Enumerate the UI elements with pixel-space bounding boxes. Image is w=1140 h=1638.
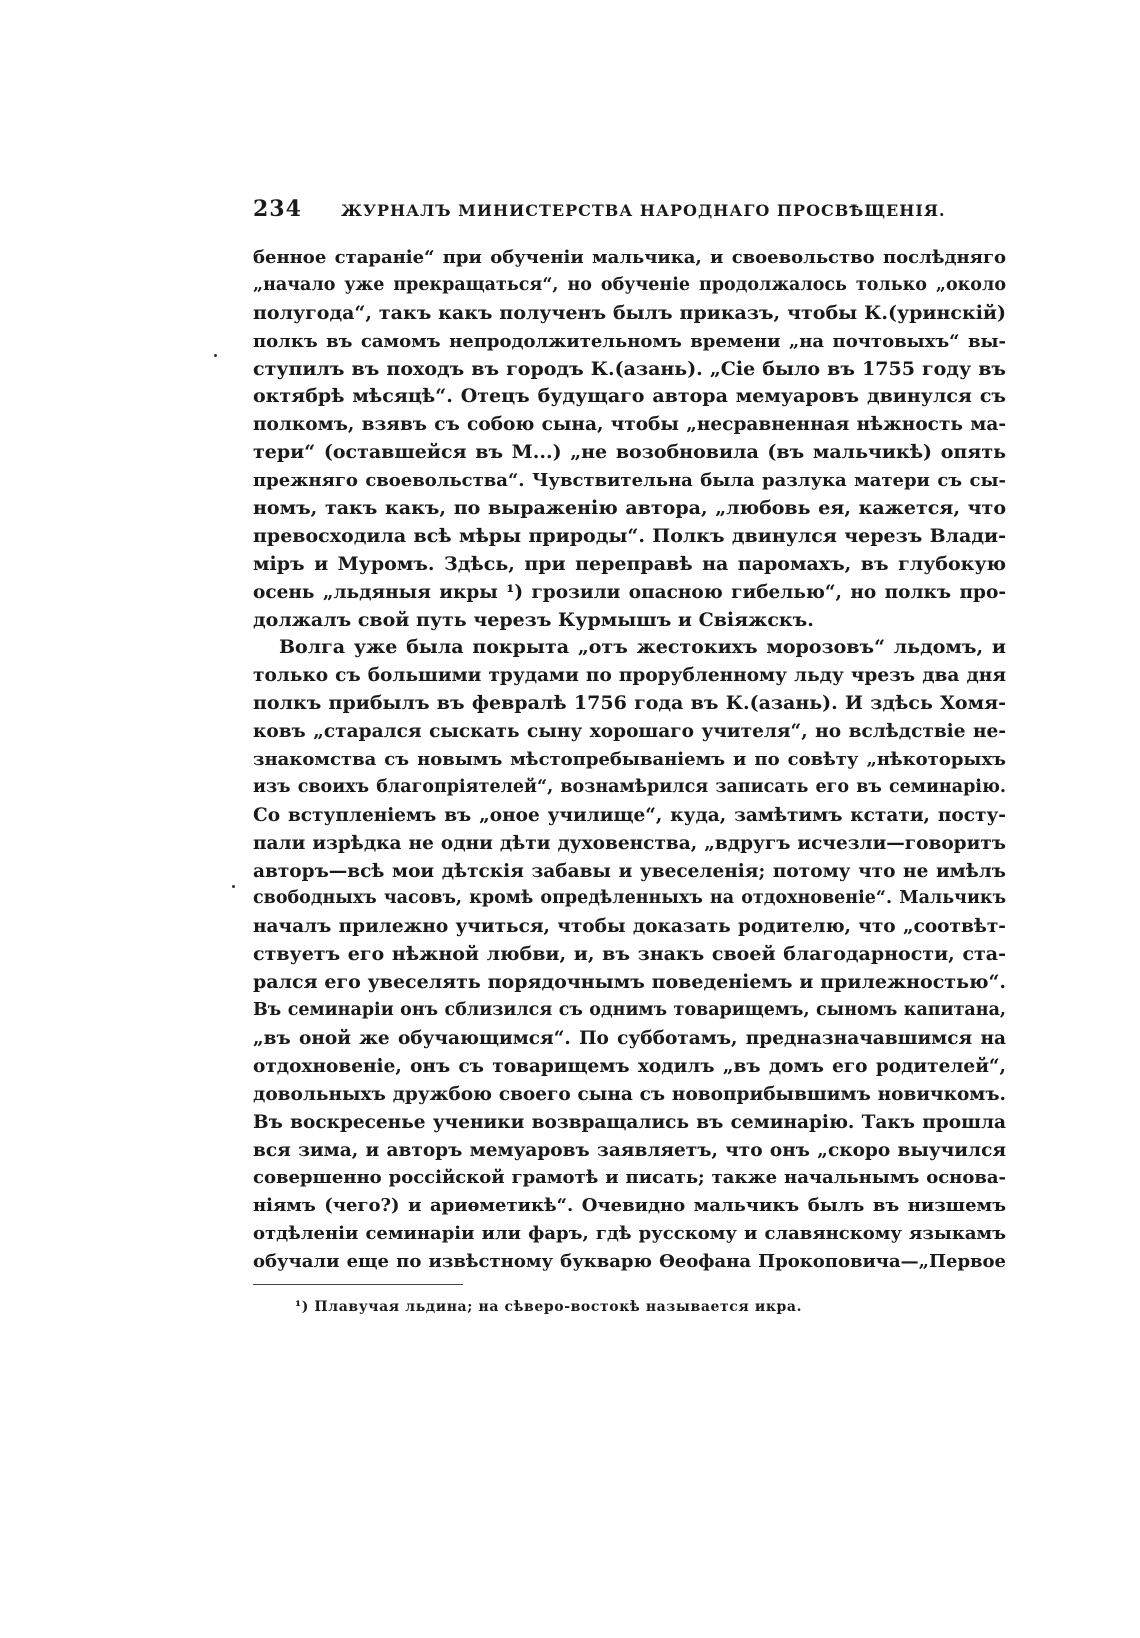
text-line: ступилъ въ походъ въ городъ К.(азань). „Сіе было въ 1755 году въ <box>253 357 1006 380</box>
text-line: превосходила всѣ мѣры природы“. Полкъ двинулся черезъ Влади- <box>253 524 1006 547</box>
margin-mark <box>232 885 235 888</box>
text-line: полугода“, такъ какъ полученъ былъ приказъ, чтобы К.(уринскій) <box>253 301 1006 324</box>
text-line: должалъ свой путь черезъ Курмышъ и Свіяжскъ. <box>253 608 814 631</box>
text-line: ковъ „старался сыскать сыну хорошаго учителя“, но вслѣдствіе не- <box>253 721 1006 743</box>
text-line: свободныхъ часовъ, кромѣ опредѣленныхъ на отдохновеніе“. Мальчикъ <box>253 888 1006 909</box>
text-line: номъ, такъ какъ, по выраженію автора, „любовь ея, кажется, что <box>253 497 1006 520</box>
text-line: бенное стараніе“ при обученіи мальчика, и своевольство послѣдняго <box>253 247 1006 268</box>
paragraph-first-line: Волга уже была покрыта „отъ жестокихъ морозовъ“ льдомъ, и <box>279 636 1006 659</box>
text-line: осень „льдяныя икры ¹) грозили опасною гибелью“, но полкъ про- <box>253 581 1006 603</box>
text-line: отдохновеніе, онъ съ товарищемъ ходилъ „въ домъ его родителей“, <box>253 1055 1006 1077</box>
text-line: совершенно россійской грамотѣ и писать; также начальнымъ основа- <box>253 1167 1006 1189</box>
margin-mark <box>214 354 217 357</box>
text-line: довольныхъ дружбою своего сына съ новоприбывшимъ новичкомъ. <box>253 1083 1006 1105</box>
text-line: міръ и Муромъ. Здѣсь, при переправѣ на паромахъ, въ глубокую <box>253 552 1006 575</box>
text-line: Со вступленіемъ въ „оное училище“, куда, замѣтимъ кстати, посту- <box>253 804 1006 826</box>
body-text <box>253 244 1006 1276</box>
text-line: знакомства съ новымъ мѣстопребываніемъ и по совѣту „нѣкоторыхъ <box>253 749 1006 771</box>
footnote: ¹) Плавучая льдина; на сѣверо-востокѣ называется икра. <box>295 1298 803 1315</box>
footnote-rule <box>253 1284 463 1285</box>
text-line: пали изрѣдка не одни дѣти духовенства, „вдругъ исчезли—говоритъ <box>253 832 1006 854</box>
running-head <box>253 196 1006 234</box>
text-line: прежняго своевольства“. Чувствительна была разлука матери съ сы- <box>253 470 1006 492</box>
text-line: отдѣленіи семинаріи или фаръ, гдѣ русскому и славянскому языкамъ <box>253 1223 1006 1245</box>
text-line: октябрѣ мѣсяцѣ“. Отецъ будущаго автора мемуаровъ двинулся съ <box>253 385 1006 408</box>
text-line: „въ оной же обучающимся“. По субботамъ, предназначавшимся на <box>253 1027 1006 1049</box>
page-number: 234 <box>253 196 302 222</box>
text-line: обучали еще по извѣстному букварю Ѳеофана Прокоповича—„Первое <box>253 1251 1006 1273</box>
journal-title: ЖУРНАЛЪ МИНИСТЕРСТВА НАРОДНАГО ПРОСВѢЩЕНІЯ. <box>341 201 946 220</box>
text-line: полкомъ, взявъ съ собою сына, чтобы „несравненная нѣжность ма- <box>253 414 1006 436</box>
text-line: „начало уже прекращаться“, но обученіе продолжалось только „около <box>253 274 1006 295</box>
text-line: полкъ въ самомъ непродолжительномъ времени „на почтовыхъ“ вы- <box>253 330 1006 352</box>
text-line: Въ семинаріи онъ сблизился съ однимъ товарищемъ, сыномъ капитана, <box>253 1000 1006 1021</box>
text-line: только съ большими трудами по прорубленному льду чрезъ два дня <box>253 665 1006 687</box>
text-line: полкъ прибылъ въ февралѣ 1756 года въ К.(азань). И здѣсь Хомя- <box>253 692 1006 715</box>
text-line: вся зима, и авторъ мемуаровъ заявляетъ, что онъ „скоро выучился <box>253 1139 1006 1161</box>
text-line: тери“ (оставшейся въ М...) „не возобновила (въ мальчикѣ) опять <box>253 441 1006 464</box>
text-line: рался его увеселять порядочнымъ поведеніемъ и прилежностью“. <box>253 971 1006 994</box>
text-line: Въ воскресенье ученики возвращались въ семинарію. Такъ прошла <box>253 1111 1006 1133</box>
text-line: авторъ—всѣ мои дѣтскія забавы и увеселенія; потому что не имѣлъ <box>253 860 1006 882</box>
text-line: ствуетъ его нѣжной любви, и, въ знакъ своей благодарности, ста- <box>253 943 1006 966</box>
text-line: ніямъ (чего?) и ариѳметикѣ“. Очевидно мальчикъ былъ въ низшемъ <box>253 1195 1006 1217</box>
page <box>253 196 1006 1315</box>
text-line: изъ своихъ благопріятелей“, вознамѣрился записать его въ семинарію. <box>253 776 1006 797</box>
text-line: началъ прилежно учиться, чтобы доказать родителю, что „соотвѣт- <box>253 916 1006 938</box>
